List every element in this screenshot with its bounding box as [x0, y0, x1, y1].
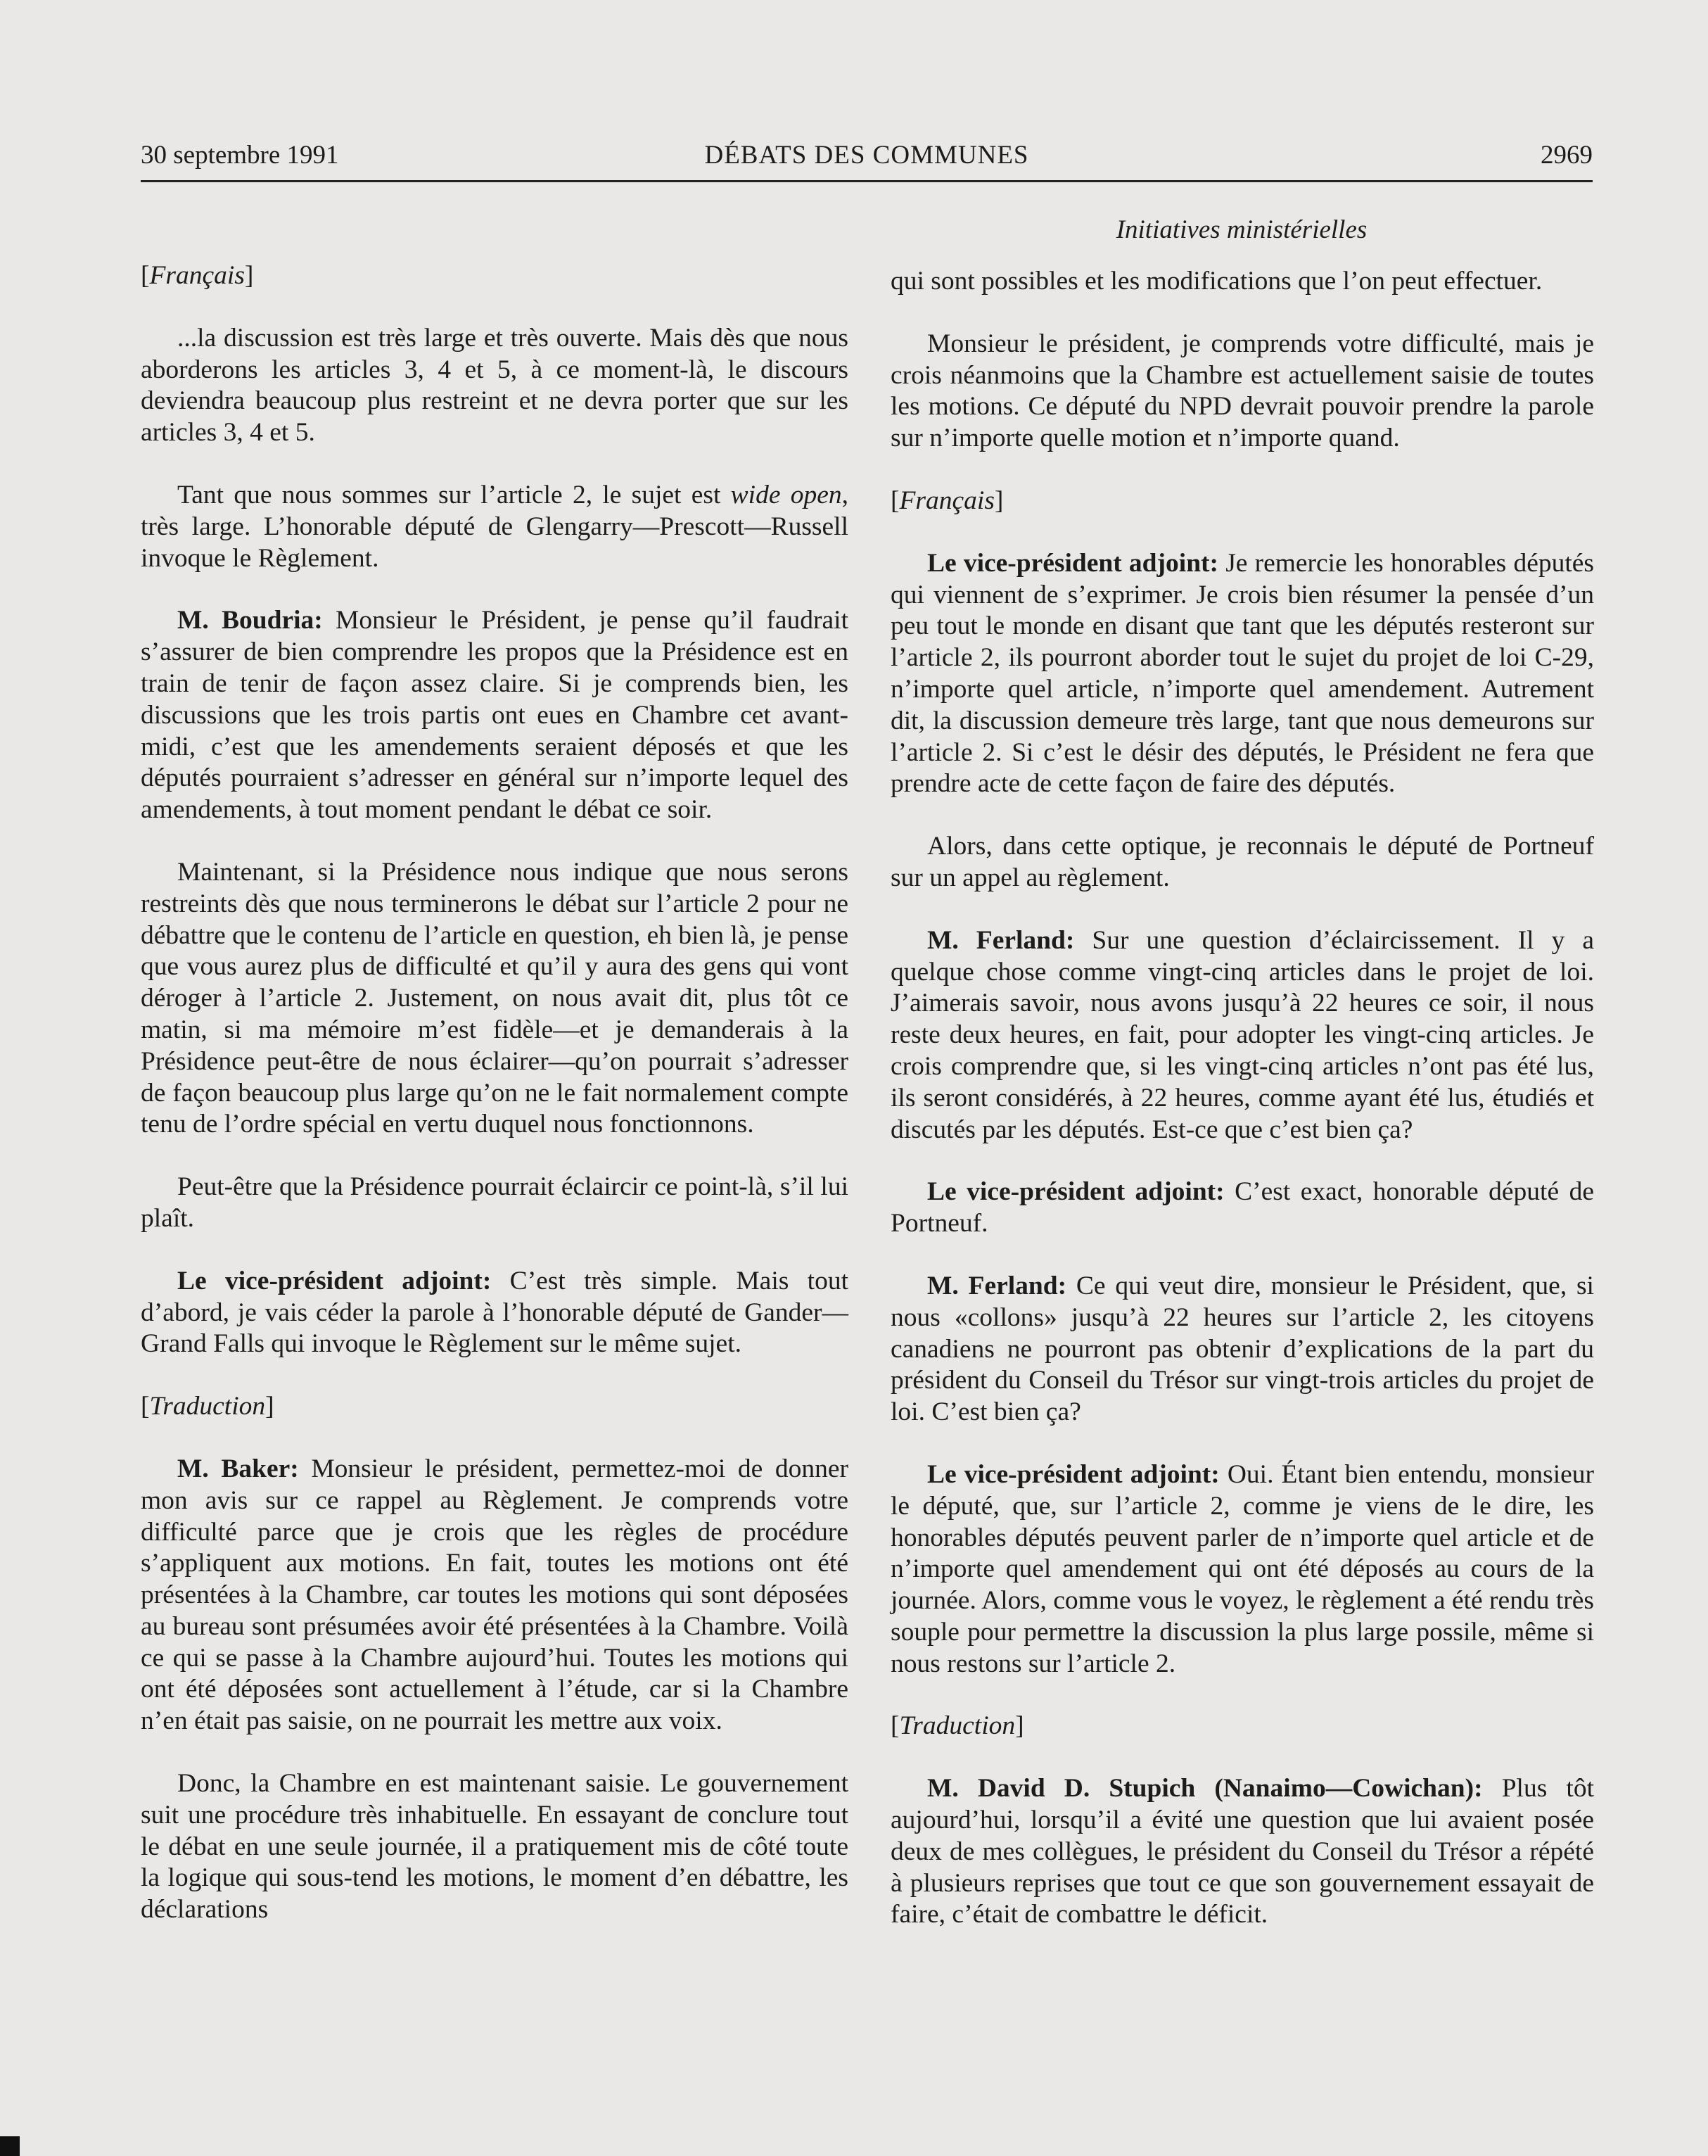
paragraph: Tant que nous sommes sur l’article 2, le sujet est wide open, très large. L’honorable député de Glengarry—Prescott—Russell invoque le Règlement. [141, 480, 848, 573]
speaker-name: M. Boudria: [177, 606, 323, 635]
header-title: DÉBATS DES COMMUNES [704, 141, 1029, 170]
speech: M. Baker: Monsieur le président, permettez-moi de donner mon avis sur ce rappel au Règlement. Je comprends votre difficulté parce que je crois que les règles de procédure s’appliquent aux motions. En fait, toutes les motions ont été présentées à la Chambre, car toutes les motions qui sont déposées au bureau sont présumées avoir été présentées à la Chambre. Voilà ce qui se passe à la Chambre aujourd’hui. Toutes les motions qui ont été déposées sont actuellement à l’étude, car si la Chambre n’en était pas saisie, on ne pourrait les mettre aux voix. [141, 1454, 848, 1736]
paragraph: Alors, dans cette optique, je reconnais le député de Portneuf sur un appel au règlement. [891, 832, 1594, 892]
header-date: 30 septembre 1991 [141, 141, 339, 170]
header-page-number: 2969 [1541, 141, 1593, 170]
section-title: Initiatives ministérielles [1116, 215, 1368, 244]
speaker-name: M. Ferland: [927, 1271, 1067, 1300]
language-label: [Français] [141, 261, 254, 290]
speaker-name: Le vice-président adjoint: [927, 1459, 1220, 1489]
speech: M. Boudria: Monsieur le Président, je pense qu’il faudrait s’assurer de bien comprendre les propos que la Présidence est en train de tenir de façon assez claire. Si je comprends bien, les discussions que les trois partis ont eues en Chambre cet avant-midi, c’est que les amendements seraient déposés et que les députés pourraient s’adresser en général sur n’importe lequel des amendements, à tout moment pendant le débat ce soir. [141, 606, 848, 825]
paragraph: Maintenant, si la Présidence nous indique que nous serons restreints dès que nous terminerons le débat sur l’article 2 pour ne débattre que le contenu de l’article en question, eh bien là, je pense que vous aurez plus de difficulté et qu’il y aura des gens qui vont déroger à l’article 2. Justement, on nous avait dit, plus tôt ce matin, si ma mémoire m’est fidèle—et je demanderais à la Présidence peut-être de nous éclairer—qu’on pourrait s’adresser de façon beaucoup plus large qu’on ne le fait normalement compte tenu de l’ordre spécial en vertu duquel nous fonctionnons. [141, 857, 848, 1139]
page-header [141, 138, 1593, 182]
left-column [141, 260, 848, 1957]
paragraph: Donc, la Chambre en est maintenant saisie. Le gouvernement suit une procédure très inhabituelle. En essayant de conclure tout le débat en une seule journée, il a pratiquement mis de côté toute la logique qui sous-tend les motions, le moment d’en débattre, les déclarations [141, 1769, 848, 1924]
paragraph: Monsieur le président, je comprends votre difficulté, mais je crois néanmoins que la Chambre est actuellement saisie de toutes les motions. Ce député du NPD devrait pouvoir prendre la parole sur n’importe quelle motion et n’importe quand. [891, 329, 1594, 453]
right-column [891, 266, 1594, 1962]
speech: M. David D. Stupich (Nanaimo—Cowichan): Plus tôt aujourd’hui, lorsqu’il a évité une question que lui avaient posée deux de mes collègues, le président du Conseil du Trésor a répété à plusieurs reprises que tout ce que son gouvernement essayait de faire, c’était de combattre le déficit. [891, 1774, 1594, 1929]
paragraph: ...la discussion est très large et très ouverte. Mais dès que nous aborderons les articles 3, 4 et 5, à ce moment-là, le discours deviendra beaucoup plus restreint et ne devra porter que sur les articles 3, 4 et 5. [141, 323, 848, 448]
language-label: [Traduction] [891, 1711, 1024, 1741]
speech: Le vice-président adjoint: C’est exact, honorable député de Portneuf. [891, 1177, 1594, 1238]
paragraph: Peut-être que la Présidence pourrait éclaircir ce point-là, s’il lui plaît. [141, 1172, 848, 1233]
language-label: [Traduction] [141, 1392, 274, 1421]
speech: Le vice-président adjoint: C’est très simple. Mais tout d’abord, je vais céder la parole à l’honorable député de Gander—Grand Falls qui invoque le Règlement sur le même sujet. [141, 1266, 848, 1359]
speaker-name: Le vice-président adjoint: [177, 1266, 492, 1295]
speaker-name: M. David D. Stupich (Nanaimo—Cowichan): [927, 1774, 1483, 1803]
speech: Le vice-président adjoint: Je remercie les honorables députés qui viennent de s’exprimer. Je crois bien résumer la pensée d’un peu tout le monde en disant que tant que les députés resteront sur l’article 2, ils pourront aborder tout le sujet du projet de loi C-29, n’importe quel article, n’importe quel amendement. Autrement dit, la discussion demeure très large, tant que nous demeurons sur l’article 2. Si c’est le désir des députés, le Président ne fera que prendre acte de cette façon de faire des députés. [891, 548, 1594, 799]
scan-corner-mark [0, 2136, 20, 2156]
speech: M. Ferland: Ce qui veut dire, monsieur le Président, que, si nous «collons» jusqu’à 22 heures sur l’article 2, les citoyens canadiens ne pourront pas obtenir d’explications de la part du président du Conseil du Trésor sur vingt-trois articles du projet de loi. C’est bien ça? [891, 1271, 1594, 1427]
speech: M. Ferland: Sur une question d’éclaircissement. Il y a quelque chose comme vingt-cinq articles dans le projet de loi. J’aimerais savoir, nous avons jusqu’à 22 heures ce soir, il nous reste deux heures, en fait, pour adopter les vingt-cinq articles. Je crois comprendre que, si les vingt-cinq articles n’ont pas été lus, ils seront considérés, à 22 heures, comme ayant été lus, étudiés et discutés par les députés. Est-ce que c’est bien ça? [891, 925, 1594, 1144]
speech: Le vice-président adjoint: Oui. Étant bien entendu, monsieur le député, que, sur l’article 2, comme je viens de le dire, les honorables députés peuvent parler de n’importe quel article et de n’importe quel amendement qui ont été déposés au cours de la journée. Alors, comme vous le voyez, le règlement a été rendu très souple pour permettre la discussion la plus large possile, même si nous restons sur l’article 2. [891, 1459, 1594, 1678]
paragraph: qui sont possibles et les modifications que l’on peut effectuer. [891, 267, 1543, 296]
speaker-name: M. Baker: [177, 1454, 299, 1483]
speaker-name: Le vice-président adjoint: [927, 548, 1219, 578]
speaker-name: M. Ferland: [927, 925, 1075, 955]
speaker-name: Le vice-président adjoint: [927, 1177, 1225, 1207]
language-label: [Français] [891, 486, 1004, 515]
